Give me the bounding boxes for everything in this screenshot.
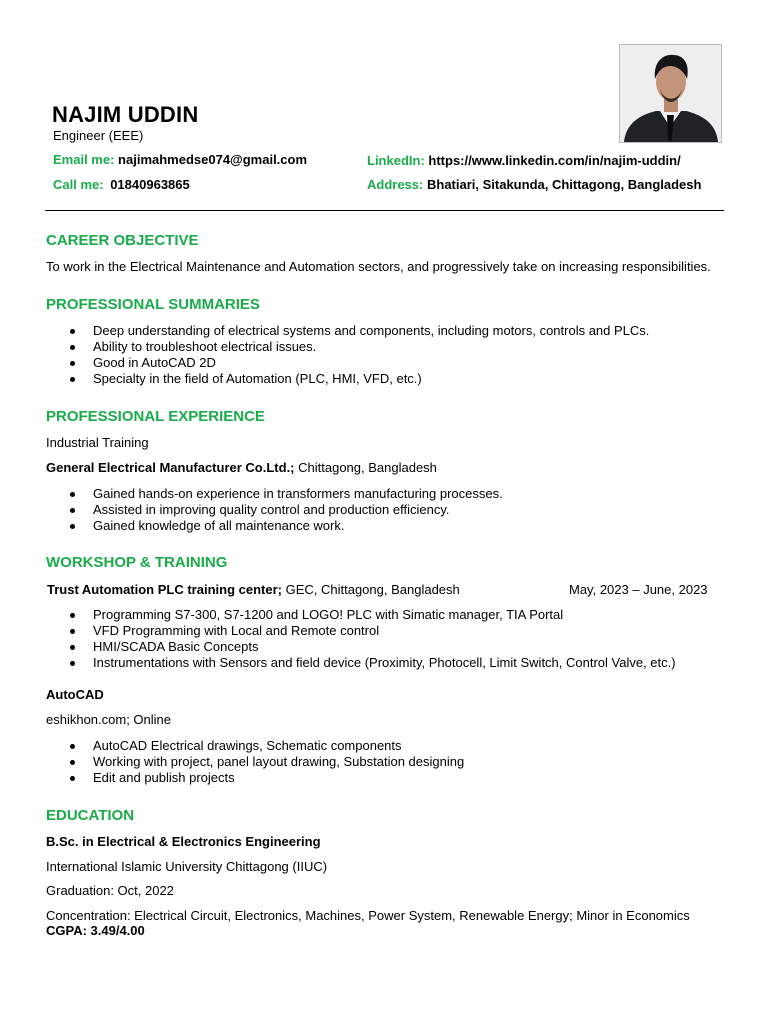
phone-label: Call me: (53, 177, 104, 192)
list-item: Gained hands-on experience in transformers manufacturing processes. (47, 486, 503, 502)
experience-list (47, 486, 503, 534)
header-divider (45, 210, 724, 211)
autocad-course-title: AutoCAD (46, 687, 104, 702)
summaries-list (47, 323, 649, 387)
autocad-course-provider: eshikhon.com; Online (46, 712, 172, 727)
candidate-name: NAJIM UDDIN (52, 102, 199, 127)
profile-photo-illustration (620, 45, 721, 142)
list-item: Assisted in improving quality control and production efficiency. (47, 502, 503, 518)
address-label: Address: (367, 177, 424, 192)
linkedin-label: LinkedIn: (367, 153, 425, 168)
workshop-list (47, 607, 676, 671)
email-link[interactable]: najimahmedse074@gmail.com (118, 152, 308, 167)
email-label: Email me: (53, 152, 115, 167)
list-item: Working with project, panel layout drawing, Substation designing (47, 754, 464, 770)
list-item: AutoCAD Electrical drawings, Schematic components (47, 738, 464, 754)
list-item: Gained knowledge of all maintenance work. (47, 518, 503, 534)
education-university: International Islamic University Chittagong (IIUC) (46, 859, 328, 874)
linkedin-line (367, 153, 681, 168)
workshop-location: GEC, Chittagong, Bangladesh (281, 582, 460, 597)
experience-role: Industrial Training (46, 435, 149, 450)
workshop-heading: WORKSHOP & TRAINING (46, 554, 228, 571)
phone-line (53, 177, 190, 192)
education-cgpa: CGPA: 3.49/4.00 (46, 923, 145, 938)
experience-heading: PROFESSIONAL EXPERIENCE (46, 408, 265, 425)
autocad-list (47, 738, 464, 786)
address-value: Bhatiari, Sitakunda, Chittagong, Bangladesh (426, 177, 702, 192)
workshop-org-line (47, 582, 460, 597)
email-line (53, 152, 307, 167)
list-item: Deep understanding of electrical systems and components, including motors, controls and PLCs. (47, 323, 649, 339)
list-item: Edit and publish projects (47, 770, 464, 786)
list-item: VFD Programming with Local and Remote control (47, 623, 676, 639)
experience-company-line (46, 460, 437, 475)
list-item: Programming S7-300, S7-1200 and LOGO! PLC with Simatic manager, TIA Portal (47, 607, 676, 623)
workshop-dates: May, 2023 – June, 2023 (569, 582, 708, 597)
list-item: Ability to troubleshoot electrical issues. (47, 339, 649, 355)
education-degree: B.Sc. in Electrical & Electronics Engineering (46, 834, 321, 849)
list-item: Good in AutoCAD 2D (47, 355, 649, 371)
workshop-org: Trust Automation PLC training center; (47, 582, 282, 597)
experience-company: General Electrical Manufacturer Co.Ltd.; (46, 460, 295, 475)
address-line (367, 177, 701, 192)
linkedin-link[interactable]: https://www.linkedin.com/in/najim-uddin/ (428, 153, 681, 168)
list-item: Instrumentations with Sensors and field device (Proximity, Photocell, Limit Switch, Control Valve, etc.) (47, 655, 676, 671)
career-objective-heading: CAREER OBJECTIVE (46, 232, 199, 249)
career-objective-text: To work in the Electrical Maintenance and Automation sectors, and progressively take on increasing responsibilities. (46, 259, 711, 274)
list-item: HMI/SCADA Basic Concepts (47, 639, 676, 655)
experience-location: Chittagong, Bangladesh (294, 460, 437, 475)
summaries-heading: PROFESSIONAL SUMMARIES (46, 296, 260, 313)
list-item: Specialty in the field of Automation (PLC, HMI, VFD, etc.) (47, 371, 649, 387)
education-graduation: Graduation: Oct, 2022 (46, 883, 174, 898)
profile-photo (619, 44, 722, 143)
phone-number: 01840963865 (110, 177, 190, 192)
education-heading: EDUCATION (46, 807, 135, 824)
candidate-title: Engineer (EEE) (53, 128, 144, 143)
education-concentration: Concentration: Electrical Circuit, Electronics, Machines, Power System, Renewable Energy; Minor in Economics (46, 908, 690, 923)
